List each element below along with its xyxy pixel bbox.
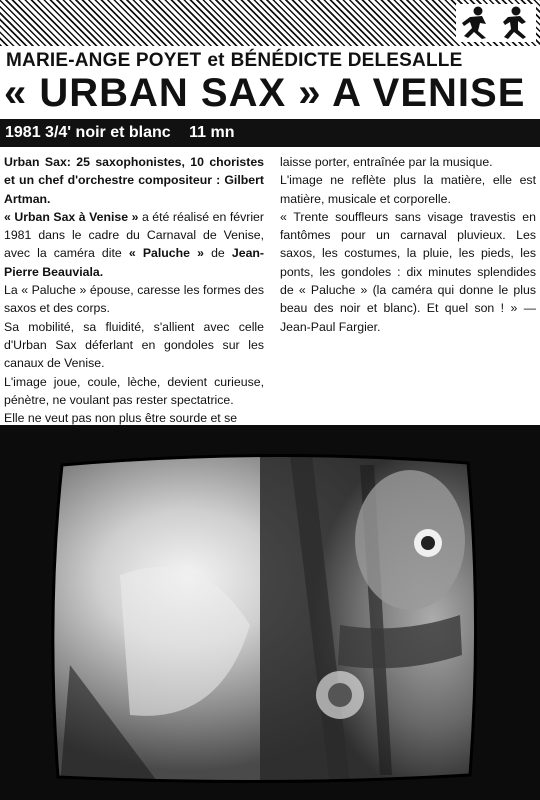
camera-name-inline: « Paluche »	[128, 246, 204, 261]
runner-logo-icon	[496, 4, 536, 42]
video-still-photo	[0, 425, 540, 800]
paragraph: L'image ne reflète plus la matière, elle est matière, musicale et corporelle.	[280, 173, 536, 206]
film-title-inline: « Urban Sax à Venise »	[4, 209, 139, 224]
film-duration: 11 mn	[189, 124, 235, 141]
paragraph: L'image joue, coule, lèche, devient curieuse, pénètre, ne voulant pas rester spectatrice.	[4, 374, 264, 407]
author-name: BÉNÉDICTE DELESALLE	[230, 50, 463, 71]
paragraph: Elle ne veut pas non plus être sourde et se	[4, 411, 238, 426]
author-name: MARIE-ANGE POYET	[6, 50, 202, 71]
article-column-left	[4, 153, 264, 427]
paragraph-text: a été réalisé en février 1981 dans le cadre du Carnaval de Venise, avec la caméra dite	[4, 209, 264, 261]
film-year: 1981	[5, 124, 41, 141]
paragraph-text: de	[203, 246, 232, 261]
video-still-image	[0, 425, 540, 800]
article-body	[0, 153, 540, 425]
paragraph: La « Paluche » épouse, caresse les formes des saxos et des corps.	[4, 283, 264, 316]
paragraph: « Trente souffleurs sans visage travestis en fantômes pour un carnaval pluvieux. Les saxos, les costumes, la pluie, les pieds, les ponts, les gondoles : dix minutes splendides de « Paluche » (la caméra qui donne le plus beau des noir et blanc). Et quel son ! » — Jean-Paul Fargier.	[280, 209, 536, 334]
authors-separator: et	[207, 50, 225, 71]
person-name-inline: Jean-Pierre Beauviala.	[4, 246, 265, 279]
runner-logo-icon	[456, 4, 496, 42]
article-column-right	[280, 153, 536, 336]
paragraph	[4, 208, 264, 281]
paragraph: laisse porter, entraînée par la musique.	[280, 155, 493, 169]
paragraph: Urban Sax: 25 saxophonistes, 10 choristes et un chef d'orchestre compositeur : Gilbert Artman.	[4, 155, 264, 206]
film-format: 3/4' noir et blanc	[45, 124, 171, 141]
film-info-bar	[0, 119, 540, 147]
paragraph: Sa mobilité, sa fluidité, s'allient avec celle d'Urban Sax déferlant en gondoles sur les canaux de Venise.	[4, 319, 264, 371]
authors-line	[6, 50, 536, 72]
film-title: « URBAN SAX » A VENISE	[4, 71, 526, 115]
